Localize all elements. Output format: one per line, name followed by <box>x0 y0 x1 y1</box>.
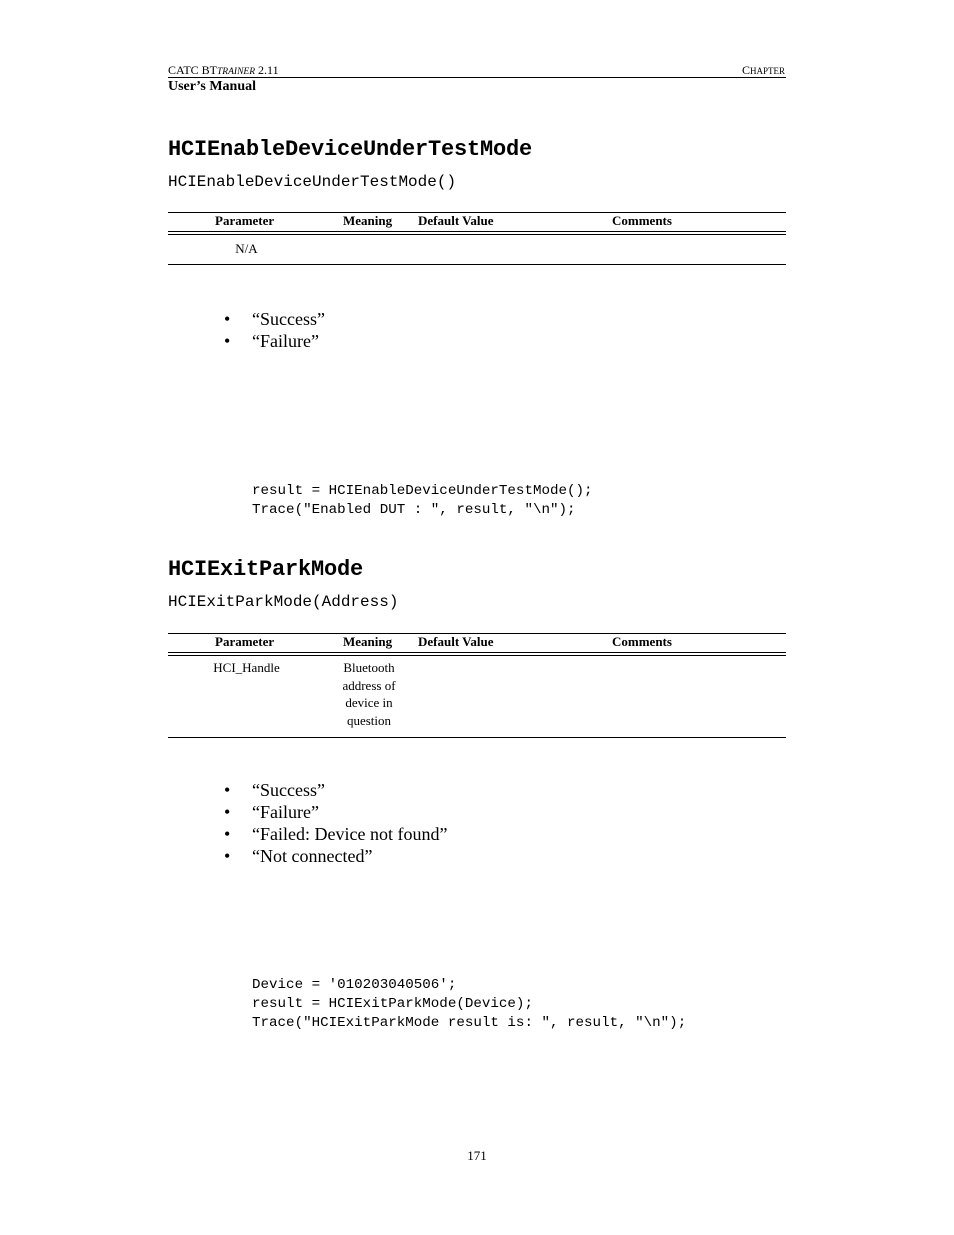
col-default: Default Value <box>418 634 494 649</box>
meaning-line: Bluetooth <box>343 660 395 675</box>
list-item: • “Not connected” <box>224 845 447 867</box>
meaning-line: question <box>346 712 392 728</box>
meaning-line: device in <box>345 695 393 710</box>
table-header <box>168 213 786 231</box>
col-comments: Comments <box>612 634 672 649</box>
list-item: • “Failed: Device not found” <box>224 823 447 845</box>
signature-enable-dut: HCIEnableDeviceUnderTestMode() <box>168 173 457 191</box>
chapter-first: C <box>741 63 750 77</box>
cell-parameter: N/A <box>235 241 258 256</box>
code-line: Trace("HCIExitParkMode result is: ", result, "\n"); <box>252 1015 687 1031</box>
return-values-exit-park <box>224 779 447 867</box>
table-header <box>168 634 786 652</box>
meaning-line: address of <box>342 677 396 693</box>
code-line: Device = '010203040506'; <box>252 977 457 993</box>
code-example-enable-dut <box>252 482 593 520</box>
header-manual: User’s Manual <box>168 79 257 94</box>
cell-meaning <box>328 659 410 729</box>
product-trainer: TRAINER <box>217 67 256 77</box>
signature-exit-park: HCIExitParkMode(Address) <box>168 593 399 611</box>
col-default: Default Value <box>418 213 494 228</box>
table-bottom-rule <box>168 264 786 265</box>
section-title-enable-dut: HCIEnableDeviceUnderTestMode <box>168 137 533 162</box>
list-item: • “Failure” <box>224 330 325 352</box>
table-row <box>168 235 786 266</box>
parameter-table-enable-dut <box>168 212 786 266</box>
table-row <box>168 656 786 738</box>
return-values-enable-dut <box>224 308 325 352</box>
cell-parameter: HCI_Handle <box>213 660 280 675</box>
header-chapter <box>742 63 785 78</box>
list-item: • “Success” <box>224 779 447 801</box>
col-meaning: Meaning <box>343 634 393 649</box>
list-item: • “Success” <box>224 308 325 330</box>
table-bottom-rule <box>168 737 786 738</box>
code-line: result = HCIExitParkMode(Device); <box>252 996 533 1012</box>
code-example-exit-park <box>252 976 686 1033</box>
product-prefix: CATC BT <box>168 63 218 77</box>
chapter-rest: HAPTER <box>749 66 785 76</box>
code-line: result = HCIEnableDeviceUnderTestMode(); <box>252 483 593 499</box>
col-parameter: Parameter <box>215 213 275 228</box>
col-comments: Comments <box>612 213 672 228</box>
product-version: 2.11 <box>255 63 279 77</box>
col-parameter: Parameter <box>215 634 275 649</box>
list-item: • “Failure” <box>224 801 447 823</box>
parameter-table-exit-park <box>168 633 786 738</box>
header-product <box>168 63 279 78</box>
col-meaning: Meaning <box>343 213 393 228</box>
code-line: Trace("Enabled DUT : ", result, "\n"); <box>252 502 576 518</box>
section-title-exit-park: HCIExitParkMode <box>168 557 364 582</box>
page-number: 171 <box>467 1148 487 1163</box>
header-rule <box>168 77 786 78</box>
